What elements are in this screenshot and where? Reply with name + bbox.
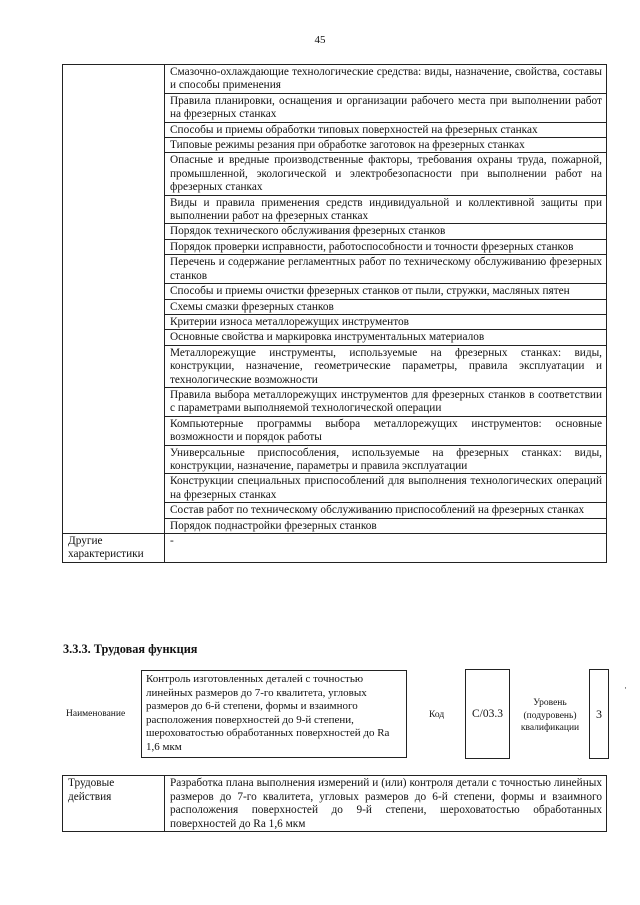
section-title: 3.3.3. Трудовая функция — [63, 642, 198, 656]
knowledge-item: Перечень и содержание регламентных работ по техническому обслуживанию фрезерных станков — [165, 255, 607, 284]
knowledge-label-cell — [63, 65, 165, 534]
stray-mark: · — [624, 683, 627, 693]
knowledge-item: Порядок проверки исправности, работоспособности и точности фрезерных станков — [165, 239, 607, 254]
code-value: C/03.3 — [465, 669, 510, 759]
knowledge-item: Компьютерные программы выбора металлорежущих инструментов: основные возможности и порядок работы — [165, 416, 607, 445]
knowledge-item: Конструкции специальных приспособлений для выполнения технологических операций на фрезерных станках — [165, 474, 607, 503]
labor-actions-label: Трудовые действия — [63, 776, 165, 832]
knowledge-item: Состав работ по техническому обслуживанию приспособлений на фрезерных станках — [165, 503, 607, 518]
knowledge-item: Способы и приемы очистки фрезерных станков от пыли, стружки, масляных пятен — [165, 284, 607, 299]
labor-actions-text: Разработка плана выполнения измерений и (или) контроля детали с точностью линейных размеров до 7-го квалитета, угловых размеров до 6-й степени, формы и взаимного расположения поверхностей до 9-й степени, шероховатостью обработанных поверхностей до Ra 1,6 мкм — [165, 776, 607, 832]
table-row — [63, 65, 607, 94]
other-characteristics-value: - — [165, 534, 607, 563]
knowledge-table — [62, 64, 607, 563]
function-name-box: Контроль изготовленных деталей с точностью линейных размеров до 7-го квалитета, угловых размеров до 6-й степени, формы и взаимного расположения поверхностей до 9-й степени, шероховатостью обработанных поверхностей до Ra 1,6 мкм — [141, 670, 407, 758]
knowledge-item: Порядок поднастройки фрезерных станков — [165, 518, 607, 533]
table-row — [63, 534, 607, 563]
knowledge-item: Основные свойства и маркировка инструментальных материалов — [165, 330, 607, 345]
other-characteristics-label: Другие характеристики — [63, 534, 165, 563]
qualification-level-value: 3 — [589, 669, 609, 759]
knowledge-item: Порядок технического обслуживания фрезерных станков — [165, 224, 607, 239]
knowledge-item: Типовые режимы резания при обработке заготовок на фрезерных станках — [165, 138, 607, 153]
knowledge-item: Правила планировки, оснащения и организации рабочего места при выполнении работ на фрезерных станках — [165, 93, 607, 122]
code-label: Код — [429, 710, 445, 720]
knowledge-item: Схемы смазки фрезерных станков — [165, 299, 607, 314]
function-name-label: Наименование — [66, 709, 126, 719]
page-number: 45 — [314, 34, 326, 46]
knowledge-item: Правила выбора металлорежущих инструментов для фрезерных станков в соответствии с параметрами выполняемой технологической операции — [165, 387, 607, 416]
knowledge-item: Критерии износа металлорежущих инструментов — [165, 314, 607, 329]
knowledge-item: Смазочно-охлаждающие технологические средства: виды, назначение, свойства, составы и способы применения — [165, 65, 607, 94]
knowledge-item: Металлорежущие инструменты, используемые на фрезерных станках: виды, конструкции, назначение, геометрические параметры, правила эксплуатации и технологические возможности — [165, 345, 607, 387]
qualification-level-label: Уровень (подуровень) квалификации — [520, 698, 580, 734]
knowledge-item: Универсальные приспособления, используемые на фрезерных станках: виды, конструкции, назначение, параметры и правила эксплуатации — [165, 445, 607, 474]
knowledge-item: Способы и приемы обработки типовых поверхностей на фрезерных станках — [165, 122, 607, 137]
labor-actions-table — [62, 775, 607, 832]
knowledge-item: Виды и правила применения средств индивидуальной и коллективной защиты при выполнении работ на фрезерных станках — [165, 195, 607, 224]
table-row — [63, 776, 607, 832]
knowledge-item: Опасные и вредные производственные факторы, требования охраны труда, пожарной, промышленной, экологической и электробезопасности при выполнении работ на фрезерных станках — [165, 153, 607, 195]
